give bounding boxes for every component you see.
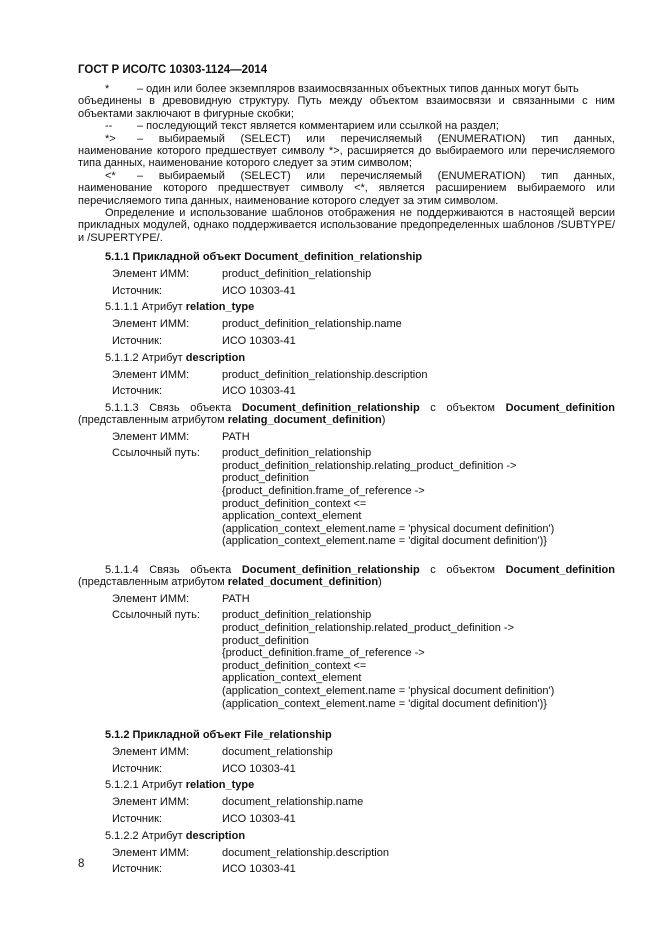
element-value: document_relationship (222, 746, 333, 759)
path-line: (application_context_element.name = 'physical document definition') (222, 522, 555, 535)
attribute-heading (78, 351, 615, 365)
element-value: document_relationship.name (222, 796, 364, 809)
attribute-word: Атрибут (141, 351, 183, 364)
source-row (78, 385, 615, 398)
element-label: Элемент ИММ: (112, 746, 190, 759)
reference-path-label: Ссылочный путь: (112, 609, 200, 622)
element-value: product_definition_relationship.description (222, 368, 428, 381)
path-line: application_context_element (222, 672, 362, 685)
attribute-word: Атрибут (141, 829, 183, 842)
notation-symbol: <* (105, 169, 116, 182)
attribute-word: Атрибут (141, 301, 183, 314)
notation-continuation: наименование которого предшествует символу *>, расширяется до выбираемого или перечисляемого типа данных, наименование которого следует за этим символом; (78, 145, 615, 170)
reference-path-lines (222, 447, 615, 548)
element-row (78, 847, 615, 860)
association-second-line (78, 414, 615, 426)
source-row (78, 813, 615, 826)
association-rep-prefix: (представленным атрибутом (78, 414, 225, 427)
element-label: Элемент ИММ: (112, 318, 190, 331)
element-label: Элемент ИММ: (112, 368, 190, 381)
association-first-line (78, 402, 615, 414)
page-number: 8 (78, 858, 85, 870)
page-content (78, 83, 615, 876)
source-label: Источник: (112, 863, 163, 876)
path-line: product_definition_relationship (222, 609, 372, 622)
path-line: product_definition_relationship.relating_product_definition -> (222, 459, 517, 472)
association-heading (78, 564, 615, 589)
section-entity-name: Document_definition_relationship (244, 251, 423, 264)
section-heading-5-1-1 (78, 250, 615, 264)
path-line: product_definition_relationship.related_product_definition -> (222, 622, 515, 634)
path-line: (application_context_element.name = 'digital document definition')} (222, 535, 547, 548)
element-value: document_relationship.description (222, 846, 389, 859)
element-value: PATH (222, 592, 250, 605)
notation-continuation: объединены в древовидную структуру. Путь между объектом взаимосвязи и связанными с ним объектами заключают в фигурные скобки; (78, 95, 615, 120)
element-row (78, 796, 615, 809)
attribute-name: description (185, 351, 246, 364)
attribute-number: 5.1.1.2 (105, 351, 139, 364)
association-number: 5.1.1.4 (105, 564, 139, 576)
association-rep-prefix: (представленным атрибутом (78, 576, 225, 589)
path-line: product_definition_context <= (222, 659, 367, 672)
association-first-line (78, 564, 615, 576)
association-word: Связь (149, 564, 180, 576)
source-label: Источник: (112, 762, 163, 775)
element-label: Элемент ИММ: (112, 592, 190, 605)
notation-text: – выбираемый (SELECT) или перечисляемый (ENUMERATION) тип данных, (137, 132, 615, 145)
path-line: product_definition (222, 634, 309, 647)
element-value: product_definition_relationship (222, 268, 372, 281)
path-line: (application_context_element.name = 'physical document definition') (222, 684, 555, 697)
association-word: объекта (190, 401, 232, 414)
association-word: с (430, 564, 436, 576)
source-value: ИСО 10303-41 (222, 385, 296, 398)
attribute-heading (78, 300, 615, 314)
source-label: Источник: (112, 385, 163, 398)
notation-symbol: * (105, 83, 110, 95)
attribute-heading (78, 778, 615, 792)
element-row (78, 746, 615, 759)
section-title-prefix: 5.1.1 Прикладной объект (105, 251, 242, 264)
association-target: Document_definition (505, 564, 615, 576)
association-object: Document_definition_relationship (241, 401, 420, 414)
source-label: Источник: (112, 335, 163, 348)
notation-symbol: *> (105, 132, 116, 145)
notation-item (78, 83, 615, 95)
attribute-heading (78, 829, 615, 843)
attribute-name: relation_type (185, 779, 255, 792)
association-attribute: relating_document_definition (227, 414, 382, 427)
attribute-number: 5.1.2.2 (105, 829, 139, 842)
attribute-number: 5.1.2.1 (105, 779, 139, 792)
source-value: ИСО 10303-41 (222, 762, 296, 775)
notation-symbol: -- (105, 120, 113, 133)
path-line: {product_definition.frame_of_reference -> (222, 647, 425, 660)
reference-path-label: Ссылочный путь: (112, 447, 200, 460)
source-row (78, 335, 615, 348)
notation-item (78, 170, 615, 182)
association-second-line (78, 576, 615, 588)
association-rep-suffix: ) (381, 414, 386, 427)
element-value: product_definition_relationship.name (222, 318, 402, 331)
notation-continuation: наименование которого предшествует символу <*, является расширением выбираемого или перечисляемого типа данных, наименование которого следует за этим символом. (78, 182, 615, 207)
path-line: (application_context_element.name = 'digital document definition')} (222, 697, 547, 710)
notation-text: – выбираемый (SELECT) или перечисляемый (ENUMERATION) тип данных, (137, 169, 615, 182)
association-attribute: related_document_definition (227, 576, 379, 589)
path-line: product_definition_relationship (222, 447, 372, 460)
association-target: Document_definition (505, 401, 615, 414)
association-word: объектом (446, 564, 495, 576)
element-label: Элемент ИММ: (112, 796, 190, 809)
element-value: PATH (222, 430, 250, 443)
association-number: 5.1.1.3 (105, 401, 139, 414)
source-row (78, 763, 615, 776)
intro-paragraph: Определение и использование шаблонов отображения не поддерживаются в настоящей версии прикладных модулей, однако поддерживается использование предопределенных шаблонов /SUBTYPE/ и /SUPERTYPE/. (78, 207, 615, 244)
association-word: объектом (446, 401, 495, 414)
reference-path-row (78, 609, 615, 710)
element-label: Элемент ИММ: (112, 846, 190, 859)
association-word: Связь (149, 401, 180, 414)
path-line: product_definition (222, 472, 309, 485)
source-value: ИСО 10303-41 (222, 284, 296, 297)
source-label: Источник: (112, 284, 163, 297)
association-rep-suffix: ) (378, 576, 382, 589)
element-row (78, 593, 615, 606)
association-object: Document_definition_relationship (241, 564, 420, 576)
notation-item (78, 120, 615, 132)
section-heading-5-1-2 (78, 728, 615, 742)
association-word: объекта (190, 564, 232, 576)
notation-text: – последующий текст является комментарием или ссылкой на раздел; (137, 120, 499, 133)
element-label: Элемент ИММ: (112, 430, 190, 443)
source-value: ИСО 10303-41 (222, 863, 296, 876)
path-line: application_context_element (222, 510, 362, 523)
notation-item (78, 133, 615, 145)
source-row (78, 863, 615, 876)
section-entity-name: File_relationship (244, 729, 332, 742)
source-row (78, 285, 615, 298)
source-label: Источник: (112, 812, 163, 825)
element-row (78, 268, 615, 281)
association-heading (78, 402, 615, 427)
reference-path-row (78, 447, 615, 548)
path-line: product_definition_context <= (222, 497, 367, 510)
element-row (78, 431, 615, 444)
element-label: Элемент ИММ: (112, 268, 190, 281)
section-title-prefix: 5.1.2 Прикладной объект (105, 729, 242, 742)
attribute-name: description (185, 829, 246, 842)
attribute-number: 5.1.1.1 (105, 301, 139, 314)
attribute-word: Атрибут (141, 779, 183, 792)
reference-path-lines (222, 609, 615, 710)
association-word: с (430, 401, 436, 414)
page-header: ГОСТ Р ИСО/ТС 10303-1124—2014 (78, 64, 268, 76)
source-value: ИСО 10303-41 (222, 812, 296, 825)
path-line: {product_definition.frame_of_reference -> (222, 485, 425, 498)
element-row (78, 318, 615, 331)
element-row (78, 369, 615, 382)
source-value: ИСО 10303-41 (222, 335, 296, 348)
notation-text: – один или более экземпляров взаимосвязанных объектных типов данных могут быть (137, 83, 579, 95)
attribute-name: relation_type (185, 301, 255, 314)
